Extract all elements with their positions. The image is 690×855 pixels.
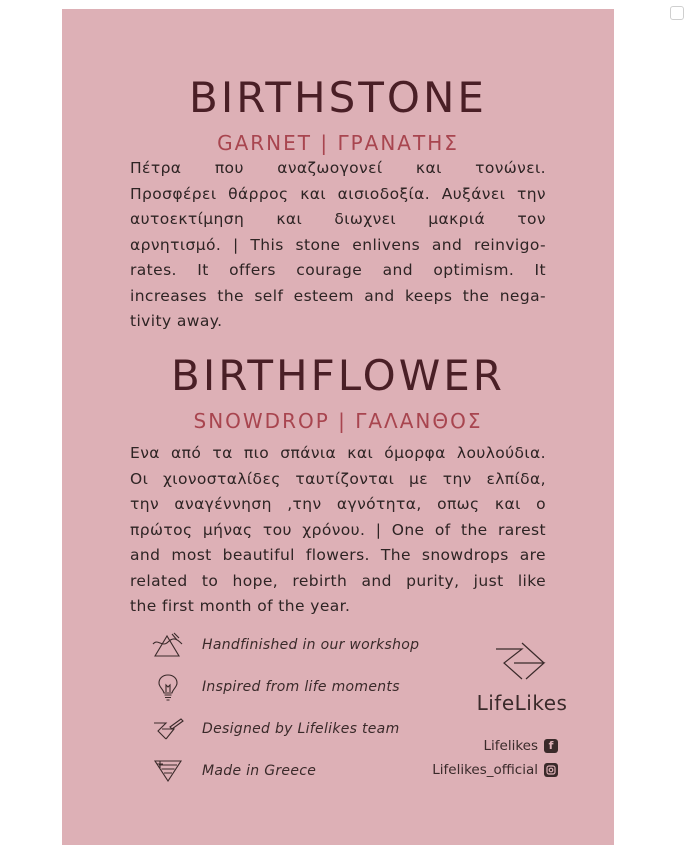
- lifelikes-logo-icon: [492, 668, 552, 687]
- feature-handfinished: [152, 631, 419, 659]
- facebook-handle: Lifelikes: [483, 738, 538, 754]
- birthstone-subtitle: GARNET | ΓΡΑΝΑΤΗΣ: [217, 131, 459, 155]
- feature-text: Designed by Lifelikes team: [202, 721, 400, 737]
- handcraft-icon: [152, 631, 184, 659]
- instagram-link[interactable]: [432, 762, 558, 778]
- instagram-icon: [544, 763, 558, 777]
- text-line: rates. It offers courage and optimism. It: [130, 261, 546, 279]
- feature-text: Inspired from life moments: [202, 679, 400, 695]
- corner-mark: [670, 6, 684, 20]
- birthflower-description: [130, 441, 546, 620]
- text-line: the first month of the year.: [130, 597, 351, 615]
- greek-flag-icon: [152, 757, 184, 785]
- feature-made-in-greece: [152, 757, 316, 785]
- brand-block: [470, 639, 574, 715]
- text-line: αυτοεκτίμηση και διωχνει μακριά τον: [130, 210, 546, 228]
- text-line: πρώτος μήνας του χρόνου. | One of the rarest: [130, 520, 546, 539]
- text-line: increases the self esteem and keeps the nega-: [130, 286, 546, 305]
- feature-text: Made in Greece: [202, 763, 317, 779]
- instagram-handle: Lifelikes_official: [432, 762, 538, 778]
- facebook-icon: f: [544, 739, 558, 753]
- text-line: αρνητισμό. | This stone enlivens and reinvigo-: [130, 235, 546, 254]
- text-line: related to hope, rebirth and purity, just like: [130, 571, 546, 590]
- facebook-link[interactable]: [483, 738, 558, 754]
- birthstone-title: BIRTHSTONE: [189, 73, 487, 122]
- text-line: Πέτρα που αναζωογονεί και τονώνει.: [130, 159, 546, 177]
- product-card: [62, 9, 614, 845]
- text-line: Ενα από τα πιο σπάνια και όμορφα λουλούδια.: [130, 444, 546, 462]
- feature-designed: [152, 715, 400, 743]
- lightbulb-icon: [152, 673, 184, 701]
- text-line: tivity away.: [130, 312, 223, 330]
- birthstone-description: [130, 156, 546, 335]
- birthflower-subtitle: SNOWDROP | ΓΑΛΑΝΘΟΣ: [193, 409, 483, 433]
- birthflower-title: BIRTHFLOWER: [171, 351, 505, 400]
- brand-name: LifeLikes: [476, 691, 568, 715]
- text-line: and most beautiful flowers. The snowdrops are: [130, 546, 546, 564]
- design-pen-icon: [152, 715, 184, 743]
- text-line: την αναγέννηση ,την αγνότητα, οπως και ο: [130, 495, 546, 513]
- feature-inspired: [152, 673, 400, 701]
- feature-text: Handfinished in our workshop: [202, 637, 420, 653]
- text-line: Οι χιονοσταλίδες ταυτίζονται με την ελπίδα,: [130, 469, 546, 488]
- text-line: Προσφέρει θάρρος και αισιοδοξία. Αυξάνει την: [130, 184, 546, 203]
